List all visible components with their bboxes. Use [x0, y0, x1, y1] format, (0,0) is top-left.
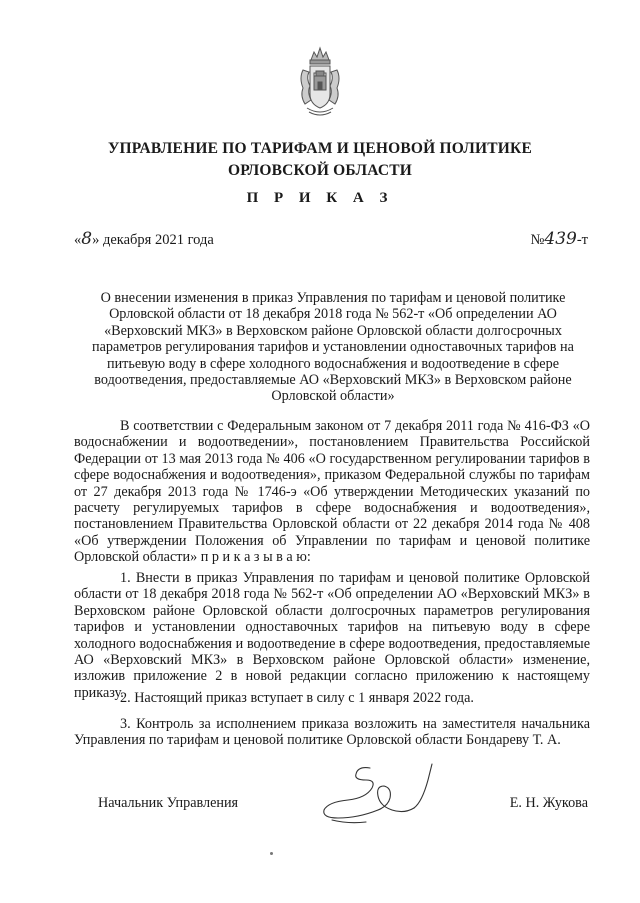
date-number-row — [74, 229, 588, 251]
number-prefix: № — [530, 232, 545, 248]
date-day-handwritten: 8 — [81, 229, 93, 249]
scan-speck — [270, 852, 273, 855]
date-open-quote: « — [74, 232, 82, 248]
order-number — [531, 229, 588, 249]
preamble-paragraph: В соответствии с Федеральным законом от 7 декабря 2011 года № 416-ФЗ «О водоснабжении и водоотведении», постановлением Правительства Российской Федерации от 13 мая 2013 года № 406 «О государственном регулировании тарифов в сфере водоснабжения и водоотведения», приказом Федеральной службы по тарифам от 27 декабря 2013 года № 1746-э «Об утверждении Методических указаний по расчету регулируемых тарифов в сфере водоснабжения и водоотведения», постановлением Правительства Орловской области от 22 декабря 2014 года № 408 «Об утверждении Положения об Управлении по тарифам и ценовой политике Орловской области» п р и к а з ы в а ю: — [74, 418, 590, 566]
org-name-line-2: ОРЛОВСКОЙ ОБЛАСТИ — [227, 162, 413, 179]
org-name-line-1: УПРАВЛЕНИЕ ПО ТАРИФАМ И ЦЕНОВОЙ ПОЛИТИКЕ — [107, 140, 533, 157]
signature-row — [98, 795, 588, 817]
order-item-2: 2. Настоящий приказ вступает в силу с 1 января 2022 года. — [120, 690, 474, 706]
coat-of-arms-icon — [297, 42, 343, 120]
order-date — [74, 229, 214, 249]
number-suffix: -т — [576, 232, 588, 248]
order-subject: О внесении изменения в приказ Управления по тарифам и ценовой политике Орловской области от 18 декабря 2018 года № 562-т «Об определении АО «Верховский МКЗ» в Верховском районе Орловской области долгосрочных параметров регулирования тарифов и установлении одноставочных тарифов на питьевую воду в сфере холодного водоснабжения и водоотведение в сфере водоотведения, предоставляемые АО «Верховский МКЗ» в Верховском районе Орловской области» — [92, 290, 574, 405]
signatory-position: Начальник Управления — [98, 795, 239, 811]
number-value-handwritten: 439 — [544, 229, 577, 249]
date-month-year: » декабря 2021 года — [92, 232, 214, 248]
organization-name — [60, 138, 580, 182]
signatory-name: Е. Н. Жукова — [509, 795, 588, 811]
order-item-1: 1. Внести в приказ Управления по тарифам и ценовой политике Орловской области от 18 декабря 2018 года № 562-т «Об определении АО «Верховский МКЗ» в Верховском районе Орловской области долгосрочных параметров регулирования тарифов и установлении одноставочных тарифов на питьевую воду в сфере холодного водоснабжения и водоотведение в сфере водоотведения, предоставляемые АО «Верховский МКЗ» в Верховском районе Орловской области» изменение, изложив приложение 2 в новой редакции согласно приложению к настоящему приказу. — [74, 570, 590, 701]
order-item-3: 3. Контроль за исполнением приказа возложить на заместителя начальника Управления по тарифам и ценовой политике Орловской области Бондареву Т. А. — [74, 716, 590, 749]
document-type: П Р И К А З — [246, 190, 394, 206]
